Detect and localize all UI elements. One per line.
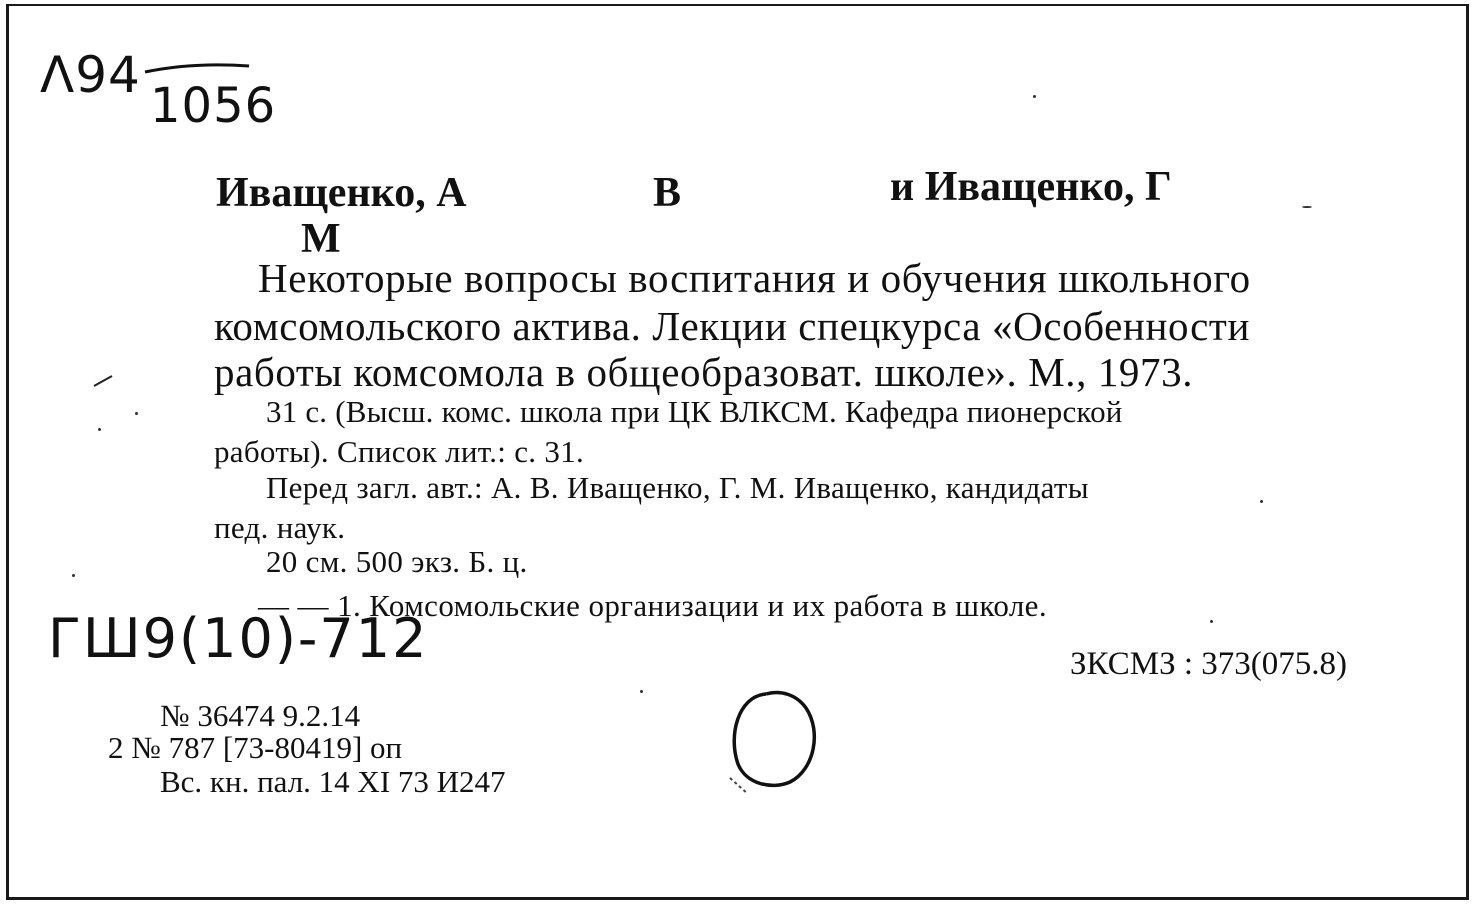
collation-note: работы). Список лит.: с. 31. xyxy=(214,434,585,469)
title-line: Некоторые вопросы воспитания и обучения школьного xyxy=(258,255,1251,301)
speck xyxy=(1210,620,1213,623)
authors-note: пед. наук. xyxy=(214,510,346,545)
speck xyxy=(1260,500,1263,503)
author-2: и Иващенко, Г xyxy=(890,164,1172,210)
speck xyxy=(1033,95,1036,98)
registry-number: № 36474 9.2.14 xyxy=(160,698,361,733)
circle-mark-icon xyxy=(718,686,830,804)
speck xyxy=(72,574,75,577)
title-line: работы комсомола в общеобразоват. школе». М., 1973. xyxy=(214,349,1194,395)
author-1-initial: В xyxy=(653,170,682,216)
handwritten-shelf-mark: Λ94 xyxy=(40,46,141,104)
speck xyxy=(98,428,101,431)
shelf-mark-fraction-line xyxy=(143,60,253,76)
speck xyxy=(135,412,138,415)
chamber-stamp: Вс. кн. пал. 14 XI 73 И247 xyxy=(160,764,506,799)
authors-note: Перед загл. авт.: А. В. Иващенко, Г. М. Иващенко, кандидаты xyxy=(266,470,1089,505)
subject-heading: — — 1. Комсомольские организации и их работа в школе. xyxy=(258,588,1047,623)
title-line: комсомольского актива. Лекции спецкурса «Особенности xyxy=(214,303,1250,349)
author-1: Иващенко, А xyxy=(216,170,467,216)
speck xyxy=(1302,206,1312,208)
udc-index: ЗКСМЗ : 373(075.8) xyxy=(1070,646,1348,682)
pencil-tick-mark xyxy=(92,374,114,388)
size-edition-note: 20 см. 500 экз. Б. ц. xyxy=(266,544,528,579)
speck xyxy=(640,690,643,693)
registry-order: 2 № 787 [73-80419] оп xyxy=(108,730,403,765)
collation-note: 31 с. (Высш. комс. школа при ЦК ВЛКСМ. Кафедра пионерской xyxy=(266,394,1123,429)
author-2-initial: М xyxy=(301,216,341,262)
handwritten-classification: ГШ9(10)-712 xyxy=(48,607,429,670)
handwritten-shelf-number: 1056 xyxy=(150,78,277,134)
